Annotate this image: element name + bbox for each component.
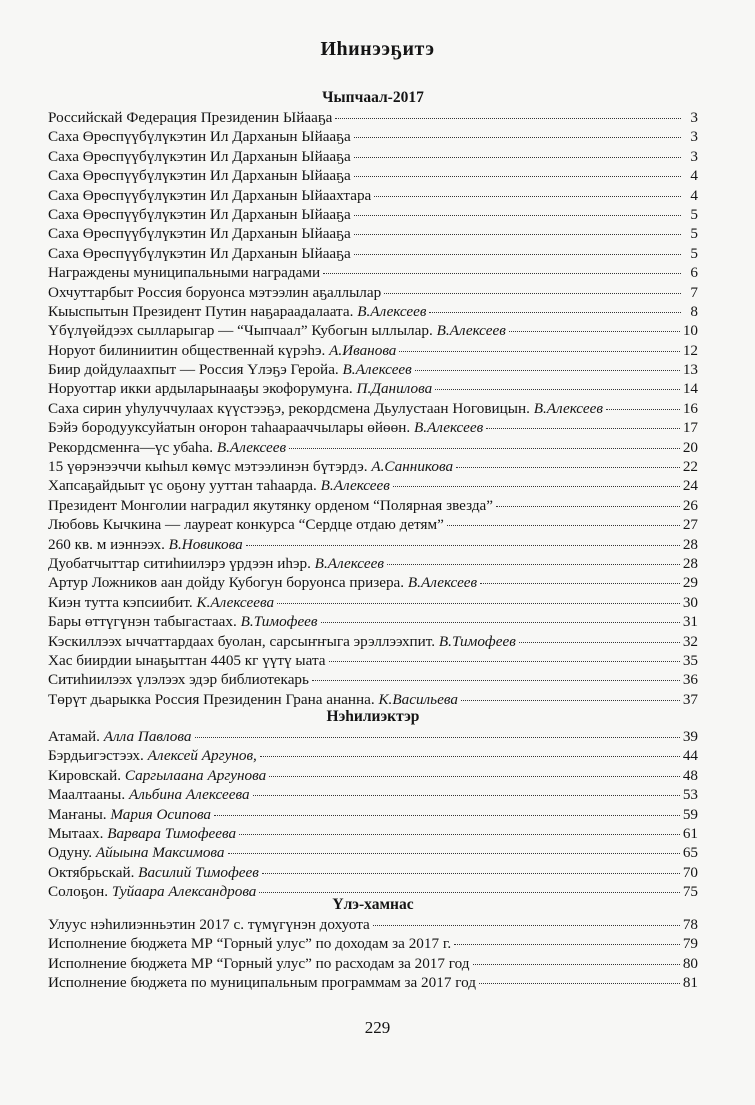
entry-page-number: 27 — [682, 516, 698, 534]
entry-page-number: 65 — [682, 844, 698, 862]
toc-entry — [48, 457, 698, 476]
dot-leader — [289, 447, 680, 449]
entry-author: Алла Павлова — [103, 728, 192, 745]
entry-page-number: 24 — [682, 477, 698, 495]
entry-author: К.Алексеева — [196, 593, 275, 611]
entry-text: 15 үөрэнээччи кыһыл көмүс мэтээлинэн бүтэрдэ. — [48, 458, 368, 476]
dot-leader — [354, 214, 681, 216]
entry-page-number: 79 — [682, 935, 698, 953]
entry-page-number: 14 — [682, 380, 698, 398]
entry-text: Исполнение бюджета МР “Горный улус” по доходам за 2017 г. — [48, 935, 452, 953]
entry-text: Атамай. — [48, 728, 100, 745]
toc-entry-title — [48, 727, 192, 746]
entry-page-number: 5 — [690, 244, 698, 262]
toc-entry — [48, 244, 698, 263]
entry-page-number: 30 — [682, 593, 698, 611]
entry-text: Норуот билиниитин общественнай күрэһэ. — [48, 341, 326, 359]
toc-entry — [48, 632, 698, 651]
toc-entry — [48, 593, 698, 612]
toc-entry — [48, 341, 698, 360]
dot-leader — [479, 982, 680, 984]
dot-leader — [262, 872, 680, 874]
entry-text: Норуоттар икки ардыларынааҕы экофорумуҥа. — [48, 380, 353, 398]
entry-text: Бары өттүгүнэн табыгастаах. — [48, 613, 237, 631]
toc-entry-title — [48, 824, 236, 843]
dot-leader — [239, 833, 680, 835]
toc-entry — [48, 108, 698, 127]
entry-page-number: 3 — [690, 109, 698, 126]
entry-page-number: 26 — [682, 496, 698, 514]
toc-entry — [48, 824, 698, 843]
entry-author: А.Санникова — [371, 458, 454, 476]
toc-entry — [48, 186, 698, 205]
toc-entry — [48, 379, 698, 398]
dot-leader — [195, 736, 680, 738]
entry-author: В.Алексеев — [342, 361, 412, 379]
toc-entry — [48, 476, 698, 495]
dot-leader — [429, 311, 681, 313]
toc-entry — [48, 515, 698, 534]
entry-page-number: 12 — [682, 341, 698, 359]
entry-text: Кировскай. — [48, 766, 122, 784]
dot-leader — [260, 755, 680, 757]
entry-text: Мытаах. — [48, 824, 104, 842]
entry-text: Саха Өрөспүүбүлүкэтин Ил Дарханын Ыйааҕа — [48, 128, 351, 146]
toc-entry — [48, 127, 698, 146]
toc-entry — [48, 535, 698, 554]
entry-page-number: 78 — [682, 916, 698, 933]
entry-page-number: 29 — [682, 574, 698, 592]
dot-leader — [323, 272, 681, 274]
entry-text: Президент Монголии наградил якутянку орденом “Полярная звезда” — [48, 496, 494, 514]
entry-text: Одуну. — [48, 844, 93, 862]
entry-page-number: 3 — [690, 147, 698, 165]
dot-leader — [486, 427, 680, 429]
toc-entry — [48, 954, 698, 973]
dot-leader — [435, 388, 680, 390]
entry-page-number: 4 — [690, 186, 698, 204]
dot-leader — [387, 563, 680, 565]
toc-entry-title — [48, 438, 286, 457]
toc-entry — [48, 360, 698, 379]
dot-leader — [354, 156, 681, 158]
toc-entry — [48, 746, 698, 765]
entry-text: Исполнение бюджета по муниципальным программам за 2017 год — [48, 974, 476, 992]
entry-text: Бэрдьигэстээх. — [48, 747, 144, 765]
section-title: Нэһилиэктэр — [326, 708, 420, 725]
entry-page-number: 28 — [682, 535, 698, 553]
toc-entry-title — [48, 954, 470, 973]
entry-author: В.Алексеев — [314, 554, 384, 572]
entry-author: В.Алексеев — [216, 438, 287, 456]
entry-text: Награждены муниципальными наградами — [48, 264, 321, 282]
entry-author: В.Алексеев — [357, 302, 427, 320]
dot-leader — [399, 350, 679, 352]
entry-author: В.Алексеев — [533, 399, 603, 417]
entry-page-number: 39 — [682, 728, 698, 745]
toc-entry — [48, 612, 698, 631]
dot-leader — [335, 117, 681, 119]
dot-leader — [373, 924, 680, 926]
toc-entry-title — [48, 205, 351, 224]
section-title: Үлэ-хамнас — [332, 896, 414, 913]
entry-author: Варвара Тимофеева — [107, 824, 237, 842]
toc-entry — [48, 934, 698, 953]
toc-entry-title — [48, 360, 412, 379]
entry-text: Саха сирин уһулуччулаах күүстээҕэ, рекордсмена Дьулустаан Ноговицын. — [48, 399, 530, 417]
section-chypchaal — [48, 88, 698, 709]
section-nehilieckter — [48, 707, 698, 902]
entry-page-number: 48 — [682, 766, 698, 784]
entry-page-number: 37 — [682, 690, 698, 708]
entry-text: 260 кв. м иэннээх. — [48, 535, 165, 553]
toc-entry-title — [48, 283, 381, 302]
toc-entry-title — [48, 418, 483, 437]
entry-text: Саха Өрөспүүбүлүкэтин Ил Дарханын Ыйааҕа — [48, 225, 351, 243]
entry-text: Бэйэ бородууксуйатын оҥорон таһаарааччылары өйөөн. — [48, 419, 411, 437]
toc-entry — [48, 554, 698, 573]
toc-entry-title — [48, 934, 451, 953]
toc-entry-title — [48, 535, 243, 554]
entry-page-number: 5 — [690, 205, 698, 223]
dot-leader — [415, 369, 680, 371]
entry-author: Туйаара Александрова — [111, 883, 257, 901]
entry-page-number: 6 — [690, 264, 698, 282]
entry-author: В.Тимофеев — [438, 632, 516, 650]
entry-text: Биир дойдулаахпыт — Россия Үлэҕэ Геройа. — [48, 361, 339, 379]
entry-page-number: 44 — [682, 747, 698, 765]
entry-page-number: 61 — [682, 824, 698, 842]
toc-entry-title — [48, 224, 351, 243]
entry-page-number: 22 — [682, 458, 698, 476]
toc-entry — [48, 973, 698, 992]
entry-author: Алексей Аргунов, — [147, 747, 257, 765]
toc-entry-title — [48, 496, 493, 515]
dot-leader — [606, 408, 680, 410]
entry-page-number: 53 — [682, 786, 698, 804]
toc-entry-title — [48, 843, 225, 862]
entry-page-number: 13 — [682, 361, 698, 379]
dot-leader — [461, 699, 680, 701]
toc-entry — [48, 766, 698, 785]
toc-entry-title — [48, 805, 211, 824]
dot-leader — [277, 602, 680, 604]
dot-leader — [253, 794, 680, 796]
toc-entry-title — [48, 746, 257, 765]
dot-leader — [454, 943, 680, 945]
toc-entry-title — [48, 785, 250, 804]
toc-entry-title — [48, 915, 370, 934]
toc-entry-title — [48, 166, 351, 185]
toc-entry-title — [48, 108, 332, 127]
entry-author: А.Иванова — [329, 341, 397, 359]
toc-entry-title — [48, 670, 309, 689]
entry-author: Саргылаана Аргунова — [124, 766, 267, 784]
dot-leader — [228, 852, 680, 854]
entry-page-number: 4 — [690, 167, 698, 185]
toc-entry — [48, 263, 698, 282]
dot-leader — [321, 621, 680, 623]
dot-leader — [480, 582, 680, 584]
dot-leader — [329, 660, 680, 662]
dot-leader — [384, 292, 681, 294]
toc-entry — [48, 573, 698, 592]
entry-page-number: 31 — [682, 613, 698, 631]
entry-author: В.Алексеев — [436, 322, 506, 340]
toc-entry-title — [48, 554, 384, 573]
dot-leader — [393, 485, 680, 487]
entry-text: Саха Өрөспүүбүлүкэтин Ил Дарханын Ыйааҕа — [48, 147, 351, 165]
toc-entry-title — [48, 593, 274, 612]
toc-entry-title — [48, 632, 516, 651]
toc-entry — [48, 785, 698, 804]
toc-entry-title — [48, 302, 426, 321]
entry-author: Василий Тимофеев — [138, 863, 259, 881]
toc-entry-title — [48, 321, 506, 340]
entry-text: Хас биирдии ынаҕыттан 4405 кг үүтү ыата — [48, 651, 326, 669]
entry-text: Исполнение бюджета МР “Горный улус” по расходам за 2017 год — [48, 954, 470, 972]
entry-text: Маалтааны. — [48, 786, 126, 804]
entry-author: Мария Осипова — [110, 805, 212, 823]
entry-page-number: 8 — [690, 302, 698, 320]
entry-page-number: 28 — [682, 554, 698, 572]
entry-text: Солоҕон. — [48, 883, 109, 901]
dot-leader — [354, 253, 681, 255]
entry-page-number: 75 — [682, 883, 698, 901]
entry-text: Саха Өрөспүүбүлүкэтин Ил Дарханын Ыйаахтара — [48, 186, 372, 204]
toc-entry — [48, 651, 698, 670]
entry-page-number: 32 — [682, 632, 698, 650]
entry-author: К.Васильева — [378, 690, 458, 708]
entry-page-number: 80 — [682, 954, 698, 972]
toc-entry — [48, 438, 698, 457]
toc-entry — [48, 224, 698, 243]
entry-author: В.Тимофеев — [240, 613, 318, 631]
entry-text: Киэн тутта кэпсиибит. — [48, 593, 193, 611]
dot-leader — [496, 505, 680, 507]
dot-leader — [354, 175, 681, 177]
dot-leader — [473, 963, 680, 965]
dot-leader — [354, 136, 681, 138]
dot-leader — [269, 775, 680, 777]
toc-entry — [48, 302, 698, 321]
dot-leader — [456, 466, 680, 468]
entry-text: Кыыспытын Президент Путин наҕараадалаата. — [48, 302, 354, 320]
entry-text: Маҥаны. — [48, 805, 107, 823]
page-title: Иһинээҕитэ — [320, 38, 435, 60]
entry-author: Альбина Алексеева — [128, 786, 250, 804]
entry-page-number: 81 — [682, 974, 698, 992]
entry-text: Кэскиллээх ыччаттардаах буолан, сарсыҥҥыга эрэллээхпит. — [48, 632, 436, 650]
toc-entry — [48, 205, 698, 224]
entry-text: Российскай Федерация Президенин Ыйааҕа — [48, 109, 333, 126]
toc-entry — [48, 863, 698, 882]
entry-page-number: 36 — [682, 671, 698, 689]
entry-text: Ситиһиилээх үлэлээх эдэр библиотекарь — [48, 671, 309, 689]
entry-page-number: 20 — [682, 438, 698, 456]
toc-entry — [48, 283, 698, 302]
entry-text: Улуус нэһилиэнньэтин 2017 с. түмүгүнэн дохуота — [48, 916, 370, 933]
toc-entry — [48, 147, 698, 166]
entry-text: Саха Өрөспүүбүлүкэтин Ил Дарханын Ыйааҕа — [48, 167, 351, 185]
toc-entry-title — [48, 186, 371, 205]
dot-leader — [447, 524, 680, 526]
toc-entry-title — [48, 476, 390, 495]
toc-entry — [48, 321, 698, 340]
toc-entry — [48, 399, 698, 418]
entry-page-number: 16 — [682, 399, 698, 417]
entry-author: П.Данилова — [356, 380, 433, 398]
entry-author: Айыына Максимова — [95, 844, 225, 862]
toc-entry-title — [48, 379, 432, 398]
toc-entry — [48, 496, 698, 515]
entry-text: Хапсаҕайдыыт үс оҕону ууттан таһаарда. — [48, 477, 317, 495]
toc-entry-title — [48, 612, 318, 631]
toc-entry — [48, 166, 698, 185]
toc-entry-title — [48, 399, 603, 418]
section-ule-hamnas — [48, 895, 698, 993]
toc-entry-title — [48, 244, 351, 263]
toc-entry — [48, 727, 698, 746]
toc-entry — [48, 915, 698, 934]
dot-leader — [246, 544, 680, 546]
toc-entry-title — [48, 766, 266, 785]
toc-entry-title — [48, 651, 326, 670]
dot-leader — [259, 891, 679, 893]
entry-text: Саха Өрөспүүбүлүкэтин Ил Дарханын Ыйааҕа — [48, 244, 351, 262]
entry-text: Саха Өрөспүүбүлүкэтин Ил Дарханын Ыйааҕа — [48, 205, 351, 223]
entry-text: Охчуттарбыт Россия боруонса мэтээлин аҕаллылар — [48, 283, 382, 301]
entry-page-number: 35 — [682, 651, 698, 669]
toc-entry — [48, 670, 698, 689]
dot-leader — [374, 195, 681, 197]
entry-page-number: 7 — [690, 283, 698, 301]
toc-entry-title — [48, 127, 351, 146]
entry-page-number: 59 — [682, 805, 698, 823]
entry-text: Октябрьскай. — [48, 863, 135, 881]
entry-text: Рекордсменҥа—үс убаһа. — [48, 438, 214, 456]
toc-entry-title — [48, 263, 320, 282]
toc-entry-title — [48, 573, 477, 592]
dot-leader — [354, 233, 681, 235]
toc-entry-title — [48, 515, 444, 534]
dot-leader — [312, 679, 680, 681]
entry-page-number: 10 — [682, 322, 698, 340]
dot-leader — [214, 814, 680, 816]
toc-entry-title — [48, 973, 476, 992]
entry-author: В.Алексеев — [413, 419, 484, 437]
entry-author: В.Новикова — [168, 535, 243, 553]
dot-leader — [519, 641, 680, 643]
toc-entry — [48, 805, 698, 824]
toc-entry-title — [48, 147, 351, 166]
toc-entry-title — [48, 457, 453, 476]
entry-author: В.Алексеев — [407, 574, 478, 592]
toc-entry — [48, 843, 698, 862]
entry-text: Любовь Кычкина — лауреат конкурса “Сердце отдаю детям” — [48, 516, 444, 534]
page-number: 229 — [364, 1018, 391, 1037]
toc-entry — [48, 418, 698, 437]
entry-text: Үбүлүөйдээх сылларыгар — “Чыпчаал” Кубогын ыллылар. — [48, 322, 433, 340]
section-title: Чыпчаал-2017 — [322, 89, 424, 106]
entry-text: Артур Ложников аан дойду Кубогун боруонса призера. — [48, 574, 405, 592]
entry-text: Төрүт дьарыкка Россия Президенин Грана ананна. — [48, 690, 375, 708]
entry-text: Дуобатчыттар ситиһиилэрэ үрдээн иһэр. — [48, 554, 311, 572]
entry-page-number: 3 — [690, 128, 698, 146]
toc-entry-title — [48, 341, 396, 360]
dot-leader — [509, 330, 680, 332]
entry-page-number: 17 — [682, 419, 698, 437]
entry-author: В.Алексеев — [320, 477, 390, 495]
entry-page-number: 70 — [682, 863, 698, 881]
toc-entry-title — [48, 863, 259, 882]
entry-page-number: 5 — [690, 225, 698, 243]
